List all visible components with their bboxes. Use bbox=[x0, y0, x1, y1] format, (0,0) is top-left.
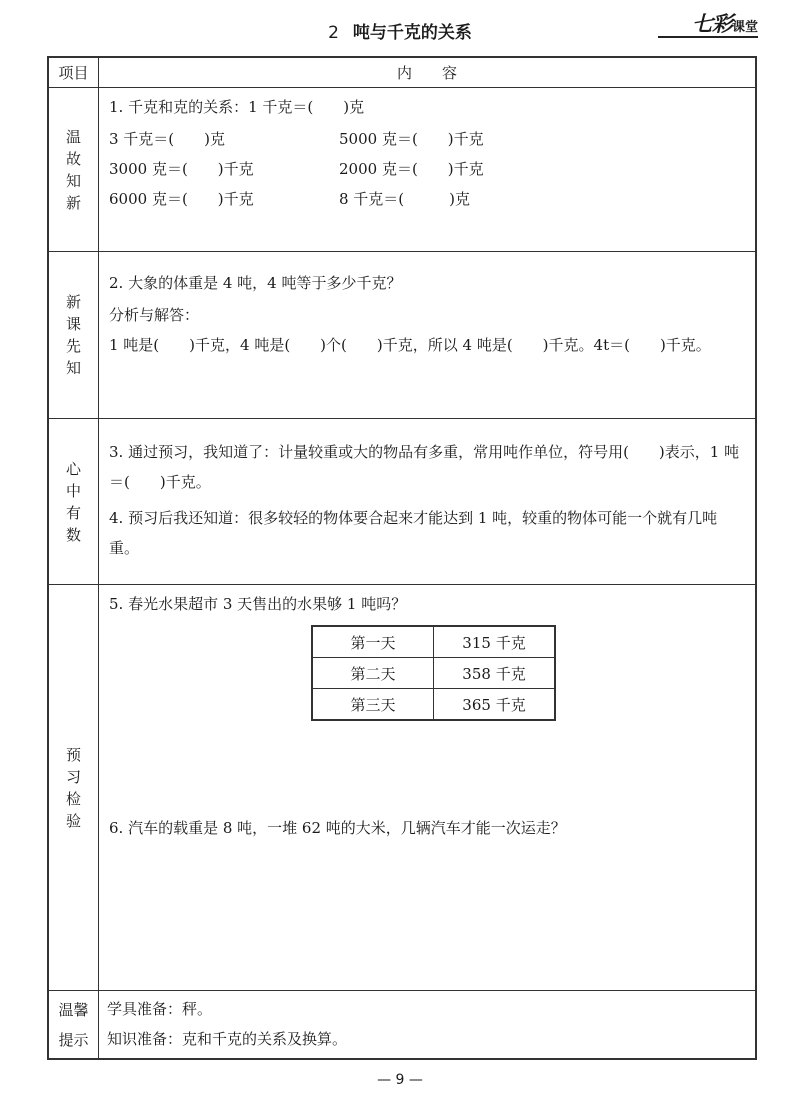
tips-tools: 学具准备：秤。 bbox=[107, 1000, 213, 1018]
question-2: 2. 大象的体重是 4 吨，4 吨等于多少千克？ bbox=[109, 274, 402, 292]
question-5: 5. 春光水果超市 3 天售出的水果够 1 吨吗？ bbox=[109, 595, 407, 613]
section-label bbox=[49, 991, 99, 1058]
question-1: 1. 千克和克的关系：1 千克＝( )克 bbox=[109, 98, 365, 116]
sales-table bbox=[311, 625, 556, 721]
brand-logo bbox=[692, 8, 758, 38]
section-content bbox=[99, 991, 755, 1058]
question-6: 6. 汽车的载重是 8 吨，一堆 62 吨的大米，几辆汽车才能一次运走？ bbox=[109, 819, 566, 837]
exercise-b: 5000 克＝( )千克 bbox=[339, 130, 484, 148]
header-content: 内容 bbox=[396, 64, 487, 82]
tips-knowledge: 知识准备：克和千克的关系及换算。 bbox=[107, 1030, 348, 1048]
brand-underline bbox=[658, 36, 758, 38]
page-number: — 9 — bbox=[377, 1072, 423, 1088]
question-4: 4. 预习后我还知道：很多较轻的物体要合起来才能达到 1 吨，较重的物体可能一个就有几吨重。 bbox=[109, 509, 718, 557]
section-label: 新课先知 bbox=[49, 252, 99, 418]
worksheet-table bbox=[47, 56, 757, 1060]
table-row bbox=[312, 626, 555, 658]
section-label: 心中有数 bbox=[49, 419, 99, 584]
tips-label-bottom: 提示 bbox=[58, 1030, 89, 1049]
weight-cell: 358 千克 bbox=[434, 658, 556, 689]
exercise-e: 6000 克＝( )千克 bbox=[109, 190, 254, 208]
lesson-number: 2 bbox=[328, 23, 339, 43]
exercise-f: 8 千克＝( )克 bbox=[339, 190, 471, 208]
day-cell: 第三天 bbox=[312, 689, 434, 721]
section-check bbox=[49, 585, 755, 991]
day-cell: 第二天 bbox=[312, 658, 434, 689]
exercise-c: 3000 克＝( )千克 bbox=[109, 160, 254, 178]
answer-fill: 1 吨是( )千克，4 吨是( )个( )千克，所以 4 吨是( )千克。4t＝( )千克。 bbox=[109, 336, 711, 354]
section-tips bbox=[49, 991, 755, 1058]
section-content bbox=[99, 88, 755, 251]
section-review bbox=[49, 88, 755, 252]
exercise-d: 2000 克＝( )千克 bbox=[339, 160, 484, 178]
lesson-title: 吨与千克的关系 bbox=[352, 23, 472, 43]
brand-logo-mark: 七彩 bbox=[691, 12, 732, 36]
tips-label-top: 温馨 bbox=[58, 1000, 89, 1019]
exercise-a: 3 千克＝( )克 bbox=[109, 130, 226, 148]
weight-cell: 365 千克 bbox=[434, 689, 556, 721]
question-3: 3. 通过预习，我知道了：计量较重或大的物品有多重，常用吨作单位，符号用( )表示，1 吨＝( )千克。 bbox=[109, 443, 740, 491]
page-title bbox=[0, 18, 800, 43]
day-cell: 第一天 bbox=[312, 626, 434, 658]
section-content bbox=[99, 585, 755, 990]
table-row bbox=[312, 658, 555, 689]
section-label: 温故知新 bbox=[49, 88, 99, 251]
section-content bbox=[99, 252, 755, 418]
section-label: 预习检验 bbox=[49, 585, 99, 990]
section-mind bbox=[49, 419, 755, 585]
analysis-label: 分析与解答： bbox=[109, 306, 200, 324]
section-content bbox=[99, 419, 755, 584]
table-header-row bbox=[49, 58, 755, 88]
header-item: 项目 bbox=[49, 58, 99, 87]
section-preview bbox=[49, 252, 755, 419]
brand-logo-text: 课堂 bbox=[731, 20, 758, 35]
weight-cell: 315 千克 bbox=[434, 626, 556, 658]
table-row bbox=[312, 689, 555, 721]
